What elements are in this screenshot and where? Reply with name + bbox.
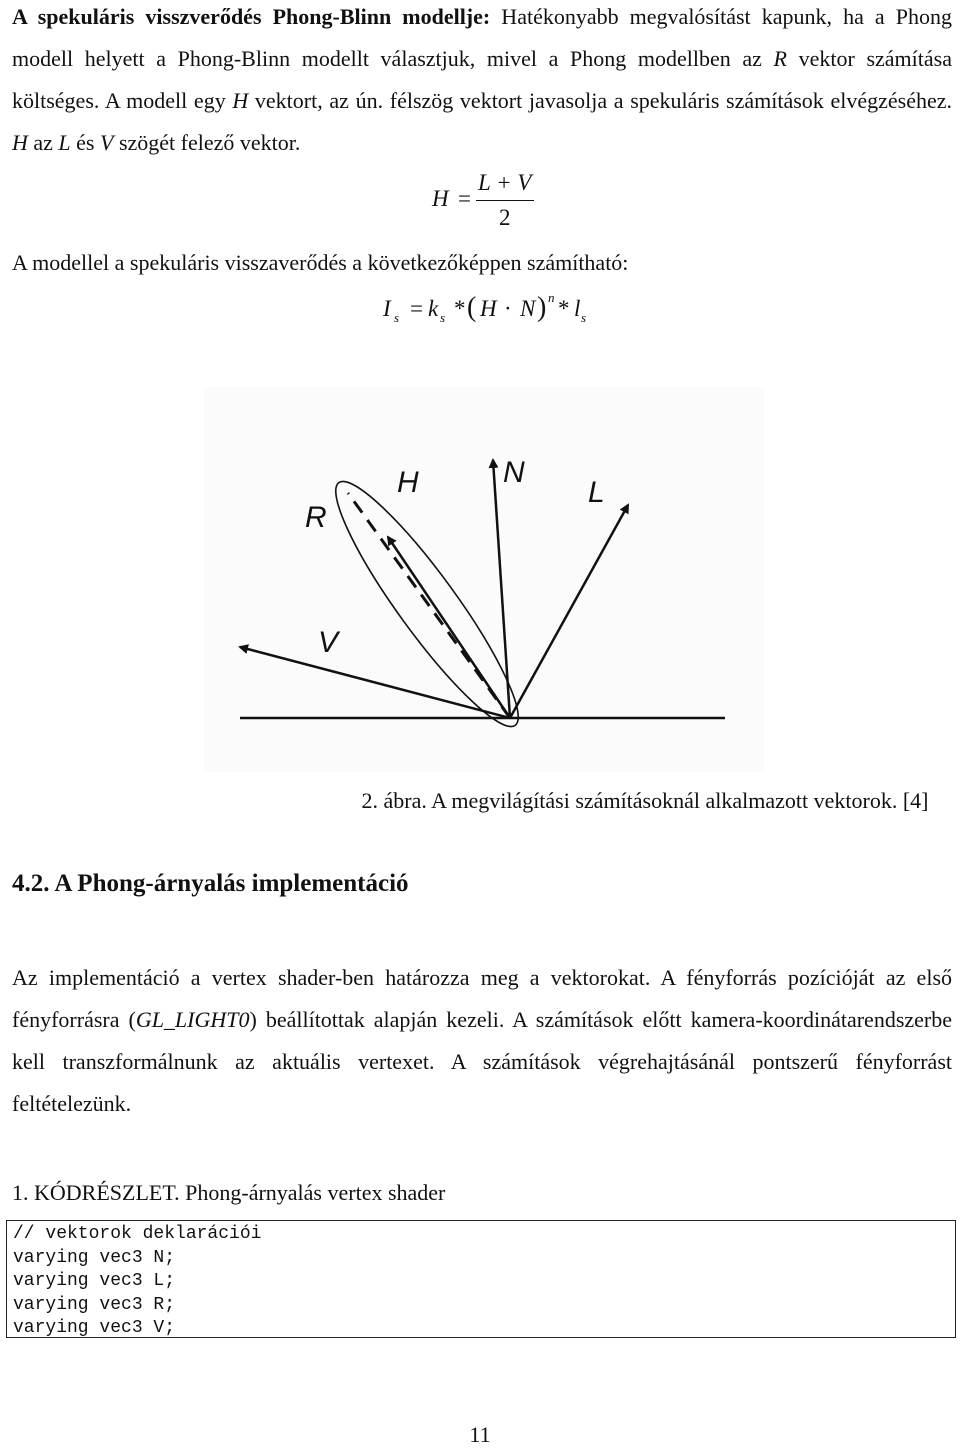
figure-caption: 2. ábra. A megvilágítási számításoknál alkalmazott vektorok. [4] (361, 788, 929, 813)
page-number: 11 (469, 1422, 491, 1447)
eq2-equals: = (410, 296, 423, 321)
section-heading: 4.2. A Phong-árnyalás implementáció (12, 870, 409, 897)
eq2-dot: · (504, 296, 512, 321)
intro-text-6: szögét felező vektor. (113, 130, 301, 155)
intro-paragraph (12, 0, 952, 164)
intro-text-4: az (27, 130, 59, 155)
code-box (6, 1220, 956, 1338)
intro-lead: A spekuláris visszverődés Phong-Blinn modellje: (12, 4, 491, 29)
impl-paragraph (12, 957, 952, 1125)
eq2-lparen: ( (467, 292, 477, 323)
code-line: varying vec3 R; (13, 1294, 176, 1315)
intro-r: R (773, 46, 787, 71)
eq2-sup-n: n (548, 290, 555, 305)
impl-text-2: ) beállítottak alapján kezeli. A számítások előtt kamera-koordinátarendszerbe kell transzformálnunk az aktuális vertexet. A számítások végrehajtásánál pontszerű fényforrást feltételezünk. (12, 1007, 953, 1116)
intro-text-3: vektort, az ún. félszög vektort javasolja a spekuláris számítások elvégzéséhez. (248, 88, 952, 113)
intro-v: V (100, 130, 114, 155)
eq1-numerator: L + V (478, 170, 532, 195)
eq2-sub-s2: s (440, 310, 446, 325)
eq2-N: N (520, 296, 536, 321)
label-h: H (397, 466, 419, 499)
model-text: A modellel a spekuláris visszaverődés a következőképpen számítható: (12, 250, 629, 275)
label-l: L (588, 476, 605, 509)
label-r: R (305, 501, 327, 534)
vector-diagram (200, 385, 770, 775)
eq2-k: k (428, 296, 439, 321)
intro-text-1: Hatékonyabb megvalósítást kapunk, ha a Phong modell helyett a Phong-Blinn modellt választjuk, mivel a Phong modellben az (12, 4, 952, 71)
label-v: V (318, 626, 339, 659)
code-line: // vektorok deklarációi (13, 1224, 262, 1244)
impl-gl-light: GL_LIGHT0 (135, 1007, 250, 1032)
eq2-star2: * (558, 296, 570, 321)
eq2-star1: * (454, 296, 466, 321)
eq1-fraction-bar (476, 200, 534, 201)
label-n: N (503, 456, 525, 489)
figure-background (204, 387, 764, 772)
eq1-denominator: 2 (499, 205, 511, 230)
eq2-H: H (480, 296, 497, 321)
intro-l: L (58, 130, 71, 155)
impl-text-1: Az implementáció a vertex shader-ben határozza meg a vektorokat. A fényforrás pozícióját az első fényforrásra ( (12, 965, 952, 1032)
eq1-lhs: H (432, 186, 449, 211)
code-line: varying vec3 L; (13, 1271, 176, 1291)
eq2-l: l (574, 296, 581, 321)
intro-h2: H (12, 130, 28, 155)
intro-text-2: vektor számítása költséges. A modell egy (12, 46, 952, 113)
code-line: varying vec3 N; (13, 1247, 176, 1268)
intro-text-5: és (70, 130, 100, 155)
eq1-equals: = (458, 186, 471, 211)
code-line: varying vec3 V; (13, 1318, 176, 1338)
eq2-sub-s3: s (581, 310, 587, 325)
eq2 (380, 290, 600, 336)
code-title: 1. KÓDRÉSZLET. Phong-árnyalás vertex shader (12, 1180, 446, 1205)
intro-h: H (232, 88, 249, 113)
eq2-rparen: ) (537, 292, 547, 323)
eq2-sub-s1: s (394, 310, 400, 325)
eq2-I: I (383, 296, 391, 321)
